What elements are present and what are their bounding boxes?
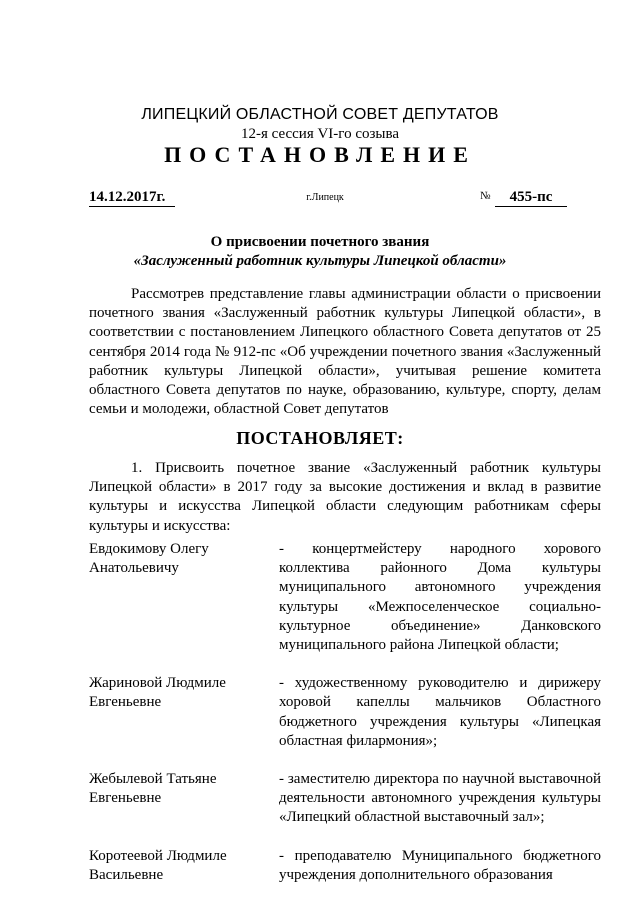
- document-date: 14.12.2017г.: [89, 189, 175, 207]
- preamble: [89, 285, 601, 419]
- awardee-name: Жебылевой Татьяне Евгеньевне: [89, 771, 217, 807]
- awardee-row: [89, 770, 601, 828]
- decree-heading: ПОСТАНОВЛЯЕТ:: [236, 428, 404, 448]
- awardee-name: Жариновой Людмиле Евгеньевне: [89, 675, 226, 711]
- awardee-position: - преподавателю Муниципального бюджетного учреждения дополнительного образования: [279, 847, 601, 883]
- awardee-row: [89, 674, 601, 751]
- preamble-text: Рассмотрев представление главы администрации области о присвоении почетного звания «Заслуженный работник культуры Липецкой области», в соответствии с постановлением Липецкого областного Совета депутатов от 25 сентября 2014 года № 912-пс «Об учреждении почетного звания «Заслуженный работник культуры Липецкой области», учитывая решение комитета областного Совета депутатов по науке, образованию, культуре, спорту, делам семьи и молодежи, областной Совет депутатов: [89, 286, 601, 418]
- awardee-row: [89, 847, 601, 885]
- council-name: ЛИПЕЦКИЙ ОБЛАСТНОЙ СОВЕТ ДЕПУТАТОВ: [141, 106, 499, 123]
- document-place: г.Липецк: [306, 192, 344, 203]
- awardee-position: - концертмейстеру народного хорового коллектива районного Дома культуры муниципального автономного учреждения культуры «Межпоселенческое социально-культурное объединение» Данковского муниципального района Липецкой области;: [279, 541, 601, 654]
- session-line: 12-я сессия VI-го созыва: [240, 126, 400, 142]
- awardee-row: [89, 540, 601, 655]
- point-1-text: 1. Присвоить почетное звание «Заслуженный работник культуры Липецкой области» в 2017 году за высокие достижения и вклад в развитие культуры и искусства Липецкой области следующим работникам сферы культуры и искусства:: [89, 460, 601, 534]
- awardee-position: - заместителю директора по научной выставочной деятельности автономного учреждения культуры «Липецкий областной выставочный зал»;: [279, 771, 601, 826]
- number-sign: №: [480, 190, 491, 202]
- document-type: ПОСТАНОВЛЕНИЕ: [164, 142, 476, 167]
- subject-line-2: «Заслуженный работник культуры Липецкой области»: [133, 253, 507, 269]
- document-number: 455-пс: [495, 189, 567, 207]
- awardee-name: Коротеевой Людмиле Васильевне: [89, 847, 227, 883]
- awardee-name: Евдокимову Олегу Анатольевичу: [89, 541, 209, 577]
- subject-line-1: О присвоении почетного звания: [210, 234, 430, 250]
- awardee-position: - художественному руководителю и дирижеру хоровой капеллы мальчиков Областного бюджетного учреждения культуры «Липецкая областная филармония»;: [279, 675, 601, 749]
- document-subject: [0, 233, 640, 271]
- point-1: [89, 459, 601, 536]
- awardees-list: [89, 540, 601, 904]
